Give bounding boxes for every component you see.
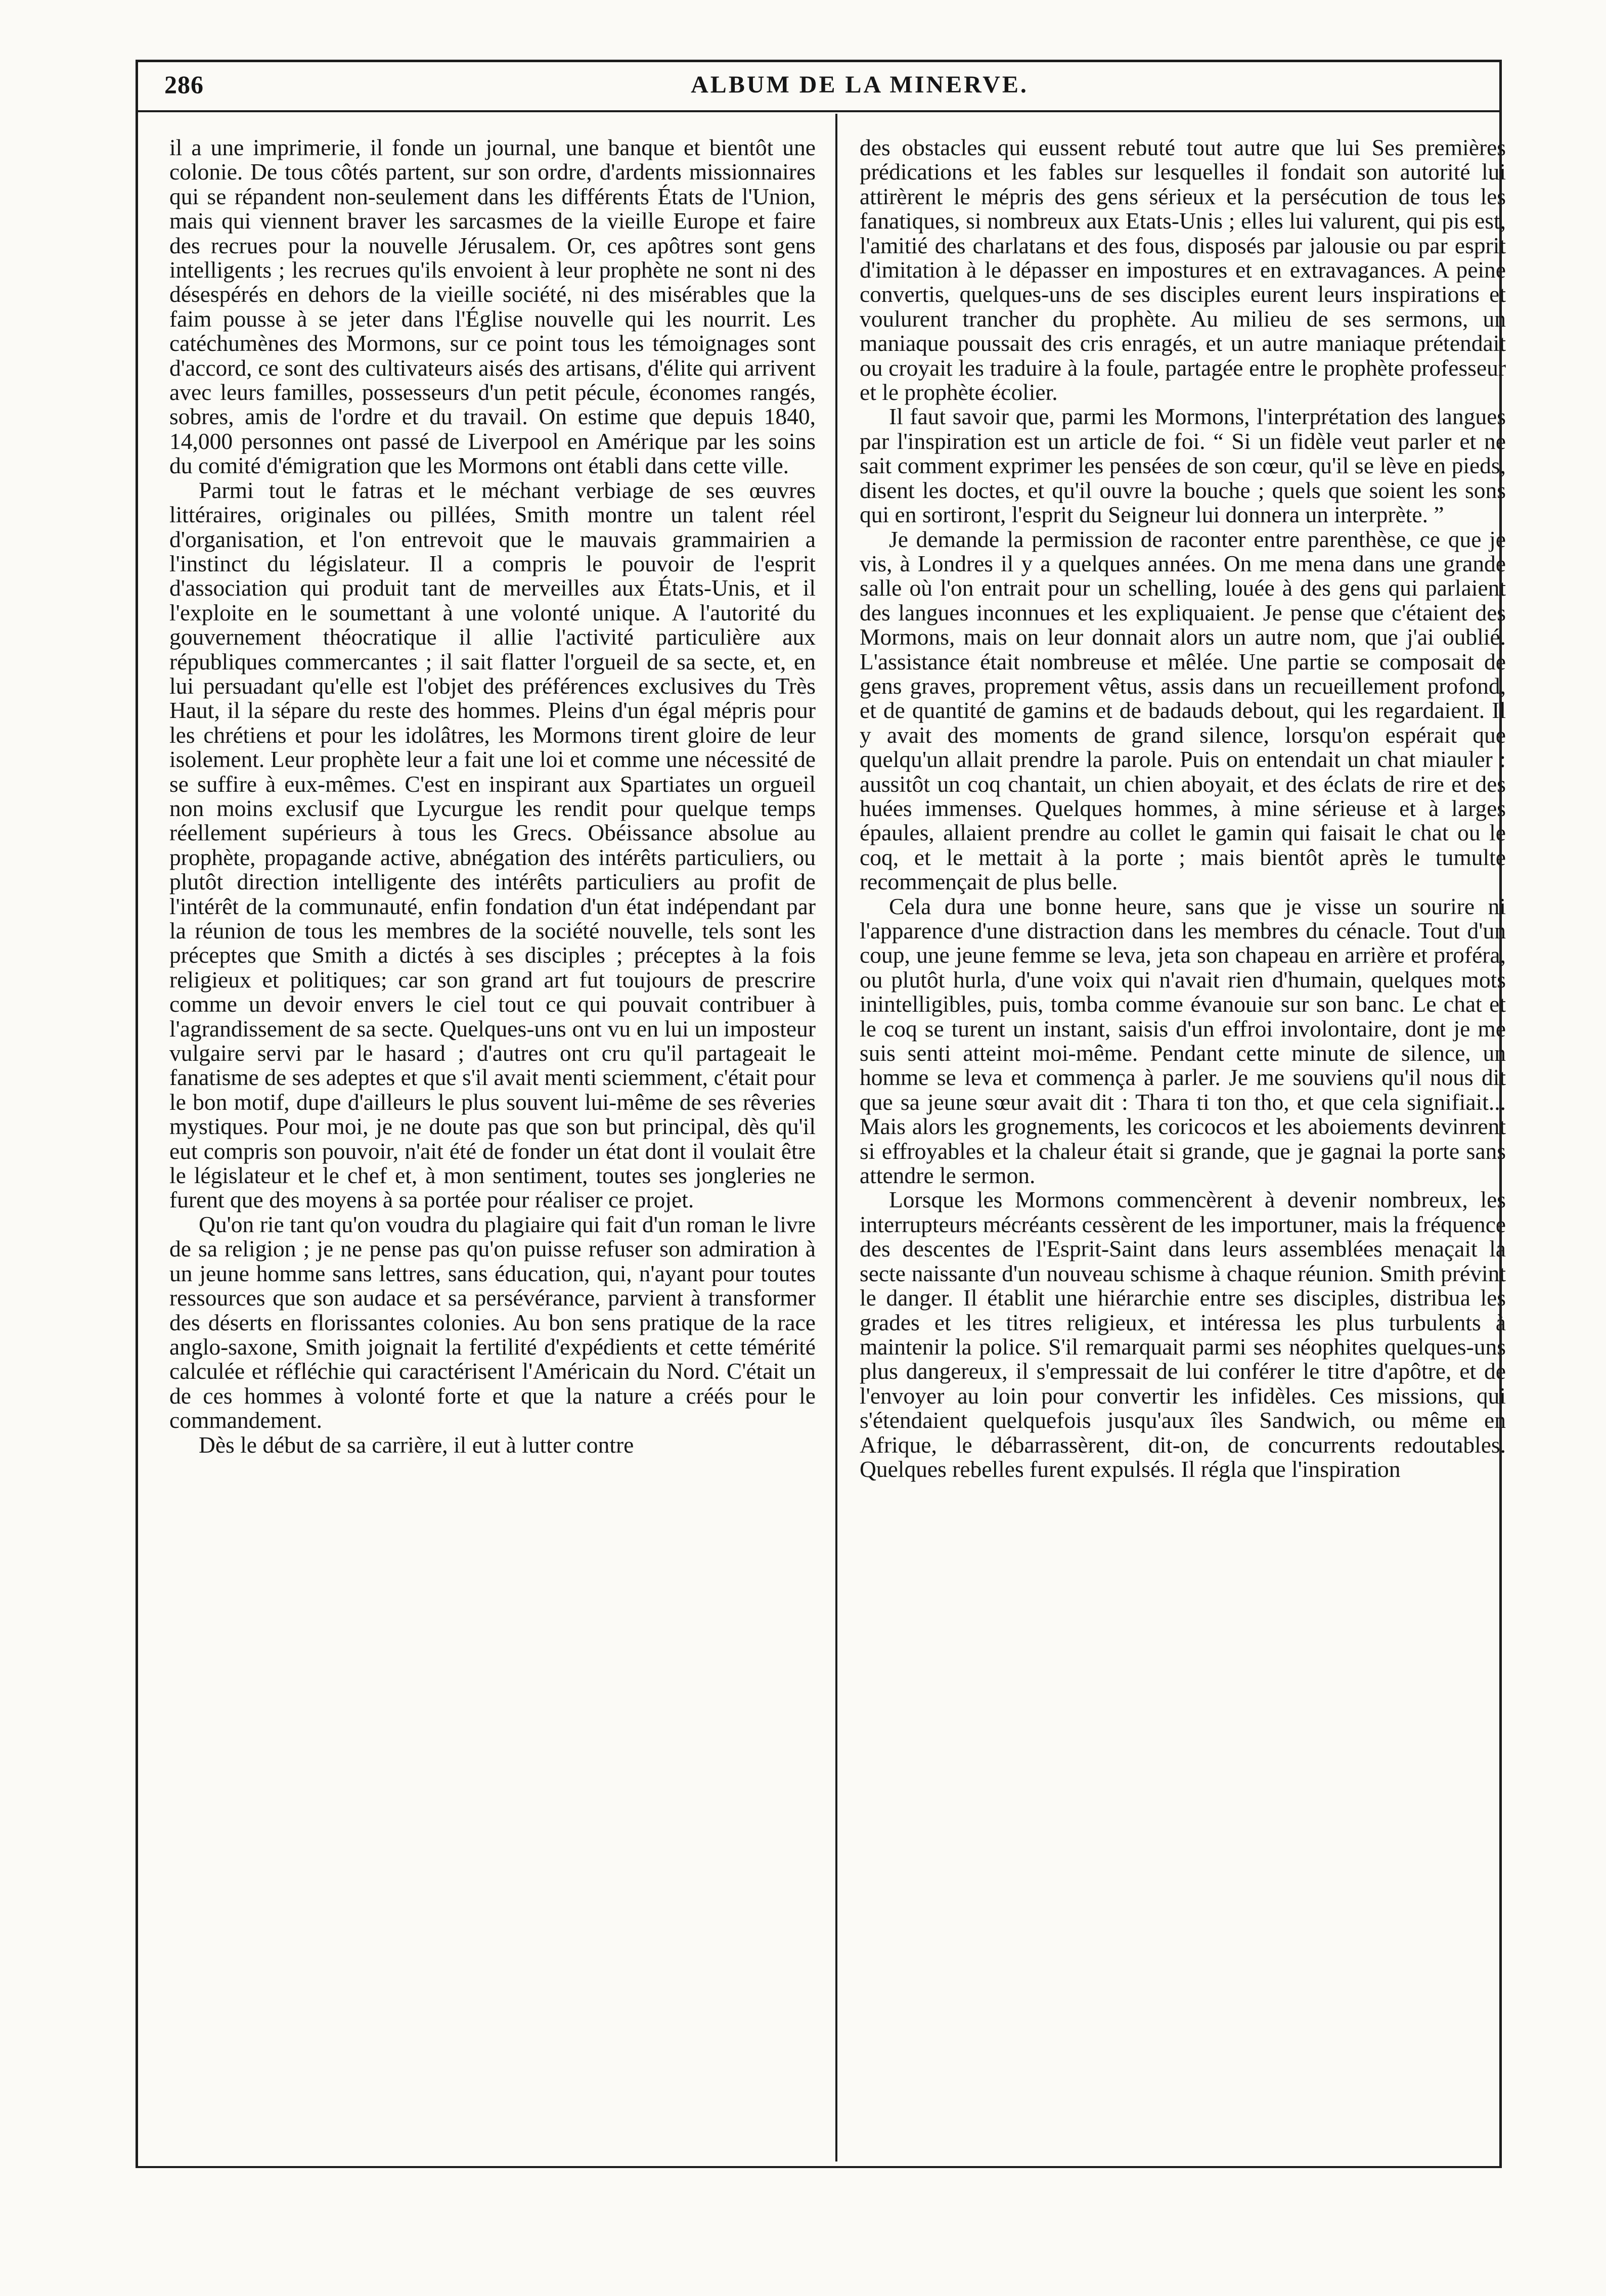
running-head: ALBUM DE LA MINERVE. — [691, 71, 1029, 98]
column-divider — [835, 114, 837, 2162]
paragraph: il a une imprimerie, il fonde un journal, une banque et bientôt une colonie. De tous côtés partent, sur son ordre, d'ardents missionnaires qui se répandent non-seulement dans les différents États de l'Union, mais qui viennent braver les sarcasmes de la vieille Europe et faire des recrues pour la nouvelle Jérusalem. Or, ces apôtres sont gens intelligents ; les recrues qu'ils envoient à leur prophète ne sont ni des désespérés en dehors de la vieille société, ni des misérables que la faim pousse à se jeter dans l'Église nouvelle qui les nourrit. Les catéchumènes des Mormons, sur ce point tous les témoignages sont d'accord, ce sont des cultivateurs aisés des artisans, d'élite qui arrivent avec leurs familles, possesseurs d'un petit pécule, économes rangés, sobres, amis de l'ordre et du travail. On estime que depuis 1840, 14,000 personnes ont passé de Liverpool en Amérique par les soins du comité d'émigration que les Mormons ont établi dans cette ville. — [169, 134, 816, 479]
paragraph: Je demande la permission de raconter entre parenthèse, ce que je vis, à Londres il y a quelques années. On me mena dans une grande salle où l'on entrait pour un schelling, louée à des gens qui parlaient des langues inconnues et les expliquaient. Je pense que c'étaient des Mormons, mais on leur donnait alors un autre nom, que j'ai oublié. L'assistance était nombreuse et mêlée. Une partie se composait de gens graves, proprement vêtus, assis dans un recueillement profond, et de quantité de gamins et de badauds debout, qui les regardaient. Il y avait des moments de grand silence, lorsqu'on espérait que quelqu'un allait prendre la parole. Puis on entendait un chat miauler : aussitôt un coq chantait, un chien aboyait, et des éclats de rire et des huées immenses. Quelques hommes, à mine sérieuse et à larges épaules, allaient prendre au collet le gamin qui faisait le chat ou le coq, et le mettait à la porte ; mais bientôt après le tumulte recommençait de plus belle. — [860, 526, 1506, 895]
paragraph: Qu'on rie tant qu'on voudra du plagiaire qui fait d'un roman le livre de sa religion ; je ne pense pas qu'on puisse refuser son admiration à un jeune homme sans lettres, sans éducation, qui, n'ayant pour toutes ressources que son audace et sa persévérance, parvient à transformer des déserts en florissantes colonies. Au bon sens pratique de la race anglo-saxone, Smith joignait la fertilité d'expédients et cette témérité calculée et réfléchie qui caractérisent l'Américain du Nord. C'était un de ces hommes à volonté forte et que la nature a créés pour le commandement. — [169, 1211, 816, 1433]
paragraph: Cela dura une bonne heure, sans que je visse un sourire ni l'apparence d'une distraction dans les membres du cénacle. Tout d'un coup, une jeune femme se leva, jeta son chapeau en arrière et proféra, ou plutôt hurla, d'une voix qui n'avait rien d'humain, quelques mots inintelligibles, puis, tomba comme évanouie sur son banc. Le chat et le coq se turent un instant, saisis d'un effroi involontaire, dont je me suis senti atteint moi-même. Pendant cette minute de silence, un homme se leva et commença à parler. Je me souviens qu'il nous dit que sa jeune sœur avait dit : Thara ti ton tho, et que cela signifiait... Mais alors les grognements, les coricocos et les aboiements devinrent si effroyables et la chaleur était si grande, que je gagnai la porte sans attendre le sermon. — [860, 893, 1506, 1189]
left-column — [169, 136, 816, 1457]
page-frame-left — [136, 60, 138, 2168]
paragraph: Parmi tout le fatras et le méchant verbiage de ses œuvres littéraires, originales ou pillées, Smith montre un talent réel d'organisation, et l'on entrevoit que le mauvais grammairien a l'instinct du législateur. Il a compris le pouvoir de l'esprit d'association qui produit tant de merveilles aux États-Unis, et il l'exploite en le soumettant à une volonté unique. A l'autorité du gouvernement théocratique il allie l'activité particulière aux républiques commercantes ; il sait flatter l'orgueil de sa secte, et, en lui persuadant qu'elle est l'objet des préférences exclusives du Très Haut, il la sépare du reste des hommes. Pleins d'un égal mépris pour les chrétiens et pour les idolâtres, les Mormons tirent gloire de leur isolement. Leur prophète leur a fait une loi et comme une nécessité de se suffire à eux-mêmes. C'est en inspirant aux Spartiates un orgueil non moins exclusif que Lycurgue les rendit pour quelque temps réellement supérieurs à tous les Grecs. Obéissance absolue au prophète, propagande active, abnégation des intérêts particuliers, ou plutôt direction intelligente des intérêts particuliers au profit de l'intérêt de la communauté, enfin fondation d'un état indépendant par la réunion de tous les membres de la société nouvelle, tels sont les préceptes que Smith a dictés à ses disciples ; préceptes à la fois religieux et politiques; car son grand art fut toujours de prescrire comme un devoir envers le ciel tout ce qui pouvait contribuer à l'agrandissement de sa secte. Quelques-uns ont vu en lui un imposteur vulgaire servi par le hasard ; d'autres ont cru qu'il partageait le fanatisme de ses adeptes et que s'il avait menti sciemment, c'était pour le bon motif, dupe d'ailleurs le plus souvent lui-même de ses rêveries mystiques. Pour moi, je ne doute pas que son but principal, dès qu'il eut compris son pouvoir, n'ait été de fonder un état dont il voulait être le législateur et le chef et, à mon sentiment, toutes ses jongleries ne furent que des moyens à sa portée pour réaliser ce projet. — [169, 477, 816, 1213]
paragraph: Il faut savoir que, parmi les Mormons, l'interprétation des langues par l'inspiration est un article de foi. “ Si un fidèle veut parler et ne sait comment exprimer les pensées de son cœur, qu'il se lève en pieds, disent les doctes, et qu'il ouvre la bouche ; quels que soient les sons qui en sortiront, l'esprit du Seigneur lui donnera un interprète. ” — [860, 403, 1506, 528]
paragraph: Dès le début de sa carrière, il eut à lutter contre — [199, 1431, 634, 1458]
page-number: 286 — [164, 70, 204, 99]
header-rule — [136, 110, 1502, 112]
page-frame-top — [136, 60, 1502, 62]
right-column — [860, 136, 1506, 1481]
page-frame-bottom — [136, 2166, 1502, 2168]
paragraph: Lorsque les Mormons commencèrent à devenir nombreux, les interrupteurs mécréants cessèrent de les importuner, mais la fréquence des descentes de l'Esprit-Saint dans leurs assemblées menaçait la secte naissante d'un nouveau schisme à chaque réunion. Smith prévint le danger. Il établit une hiérarchie entre ses disciples, distribua les grades et les titres religieux, et intéressa les plus turbulents à maintenir la police. S'il remarquait parmi ses néophites quelques-uns plus dangereux, il s'empressait de lui conférer le titre d'apôtre, et de l'envoyer au loin pour convertir les infidèles. Ces missions, qui s'étendaient quelquefois jusqu'aux îles Sandwich, ou même en Afrique, le débarrassèrent, dit-on, de concurrents redoutables. Quelques rebelles furent expulsés. Il régla que l'inspiration — [860, 1187, 1506, 1482]
paragraph: des obstacles qui eussent rebuté tout autre que lui Ses premières prédications et les fables sur lesquelles il fondait son autorité lui attirèrent le mépris des gens sérieux et la persécution de tous les fanatiques, si nombreux aux Etats-Unis ; elles lui valurent, qui pis est, l'amitié des charlatans et des fous, disposés par jalousie ou par esprit d'imitation à le dépasser en impostures et en extravagances. A peine convertis, quelques-uns de ses disciples eurent leurs inspirations et voulurent trancher du prophète. Au milieu de ses sermons, un maniaque poussait des cris enragés, et un autre maniaque prétendait ou croyait les traduire à la foule, partagée entre le prophète professeur et le prophète écolier. — [860, 134, 1506, 406]
